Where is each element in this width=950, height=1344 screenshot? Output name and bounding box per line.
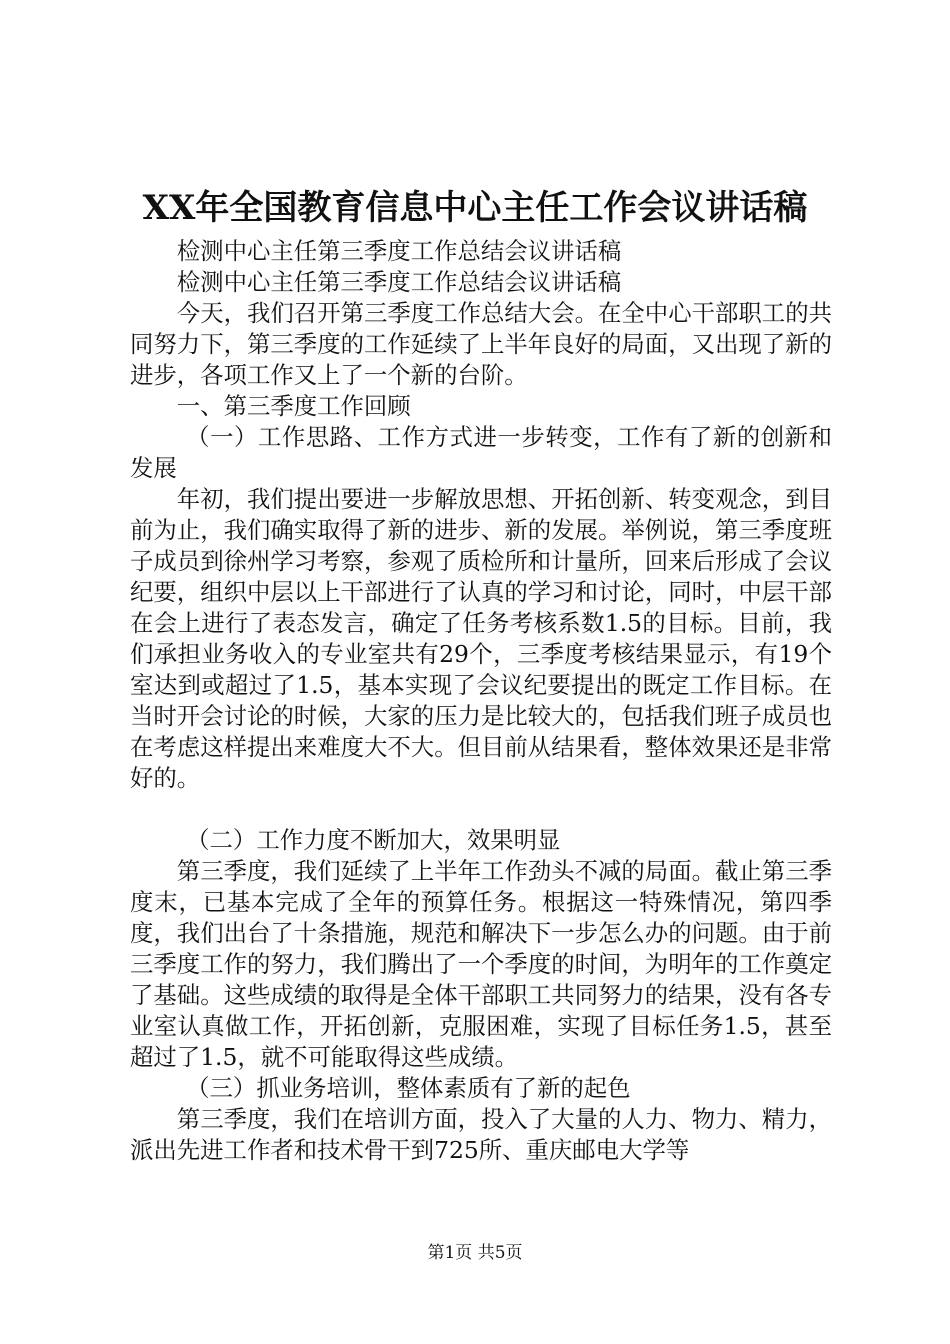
section-heading-review: 一、第三季度工作回顾 xyxy=(176,392,411,420)
paragraph-body-2: 第三季度，我们延续了上半年工作劲头不减的局面。截止第三季度末，已基本完成了全年的预算任务。根据这一特殊情况，第四季度，我们出台了十条措施，规范和解决下一步怎么办的问题。由于前三季度工作的努力，我们腾出了一个季度的时间，为明年的工作奠定了基础。这些成绩的取得是全体干部职工共同努力的结果，没有各专业室认真做工作，开拓创新，克服困难，实现了目标任务1.5，甚至超过了1.5，就不可能取得这些成绩。 xyxy=(130,857,832,1071)
paragraph-subtitle-2: 检测中心主任第三季度工作总结会议讲话稿 xyxy=(176,268,622,296)
paragraph-intro: 今天，我们召开第三季度工作总结大会。在全中心干部职工的共同努力下，第三季度的工作延续了上半年良好的局面，又出现了新的进步，各项工作又上了一个新的台阶。 xyxy=(130,299,832,389)
document-body xyxy=(130,236,832,1166)
paragraph-subtitle-1: 检测中心主任第三季度工作总结会议讲话稿 xyxy=(176,237,622,265)
document-title: XX年全国教育信息中心主任工作会议讲话稿 xyxy=(142,188,808,228)
paragraph-body-1: 年初，我们提出要进一步解放思想、开拓创新、转变观念，到目前为止，我们确实取得了新的进步、新的发展。举例说，第三季度班子成员到徐州学习考察，参观了质检所和计量所，回来后形成了会议纪要，组织中层以上干部进行了认真的学习和讨论，同时，中层干部在会上进行了表态发言，确定了任务考核系数1.5的目标。目前，我们承担业务收入的专业室共有29个，三季度考核结果显示，有19个室达到或超过了1.5，基本实现了会议纪要提出的既定工作目标。在当时开会讨论的时候，大家的压力是比较大的，包括我们班子成员也在考虑这样提出来难度大不大。但目前从结果看，整体效果还是非常好的。 xyxy=(130,485,832,792)
subheading-2: （二）工作力度不断加大，效果明显 xyxy=(186,826,561,854)
paragraph-gap xyxy=(130,794,832,825)
paragraph-body-3: 第三季度，我们在培训方面，投入了大量的人力、物力、精力，派出先进工作者和技术骨干到725所、重庆邮电大学等 xyxy=(130,1105,832,1164)
subheading-3: （三）抓业务培训，整体素质有了新的起色 xyxy=(186,1074,631,1102)
subheading-1: （一）工作思路、工作方式进一步转变，工作有了新的创新和发展 xyxy=(130,423,832,482)
page-number-footer: 第1页 共5页 xyxy=(427,1243,523,1263)
